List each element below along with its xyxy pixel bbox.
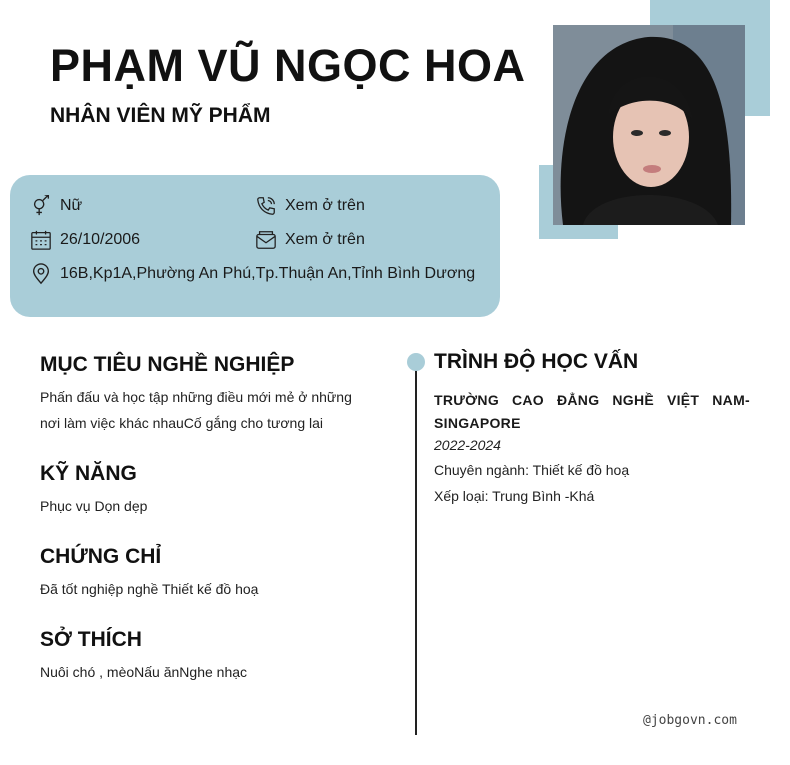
birthdate-row (30, 229, 140, 251)
gender-row (30, 195, 82, 217)
hobbies-title: SỞ THÍCH (40, 628, 142, 651)
skills-title: KỸ NĂNG (40, 462, 137, 485)
education-title: TRÌNH ĐỘ HỌC VẤN (434, 350, 639, 373)
watermark: @jobgovn.com (643, 713, 737, 728)
calendar-icon (30, 229, 52, 251)
education-period: 2022-2024 (434, 437, 501, 453)
email-row (255, 229, 365, 251)
education-major: Chuyên ngành: Thiết kế đồ hoạ (434, 462, 630, 478)
timeline-line (415, 362, 417, 735)
contact-info-card (10, 175, 500, 317)
education-grade: Xếp loại: Trung Bình -Khá (434, 488, 595, 504)
gender-value: Nữ (60, 197, 83, 214)
gender-icon (30, 195, 52, 217)
address-row (30, 263, 475, 285)
hobbies-body: Nuôi chó , mèoNấu ănNghe nhạc (40, 664, 248, 680)
objective-title: MỤC TIÊU NGHỀ NGHIỆP (40, 353, 295, 376)
location-pin-icon (30, 263, 52, 285)
objective-body (40, 384, 370, 436)
skills-body: Phục vụ Dọn dẹp (40, 498, 148, 514)
candidate-name: PHẠM VŨ NGỌC HOA (50, 40, 526, 91)
address-value: 16B,Kp1A,Phường An Phú,Tp.Thuận An,Tỉnh Bình Dương (60, 265, 476, 282)
education-school: TRƯỜNG CAO ĐẲNG NGHỀ VIỆT NAM-SINGAPORE (434, 392, 750, 431)
email-value: Xem ở trên (285, 231, 365, 248)
portrait-illustration (553, 25, 745, 225)
phone-icon (255, 195, 277, 217)
objective-line-1: Phấn đấu và học tập những điều mới mẻ ở những (40, 389, 352, 405)
phone-row (255, 195, 365, 217)
profile-photo (553, 25, 745, 225)
birthdate-value: 26/10/2006 (60, 231, 141, 248)
mail-icon (255, 229, 277, 251)
job-title: NHÂN VIÊN MỸ PHẨM (50, 104, 271, 127)
certificates-title: CHỨNG CHỈ (40, 545, 162, 568)
objective-line-2: nơi làm việc khác nhauCố gắng cho tương lai (40, 415, 324, 431)
phone-value: Xem ở trên (285, 197, 365, 214)
timeline-dot (407, 353, 425, 371)
certificates-body: Đã tốt nghiệp nghề Thiết kế đồ hoạ (40, 581, 259, 597)
